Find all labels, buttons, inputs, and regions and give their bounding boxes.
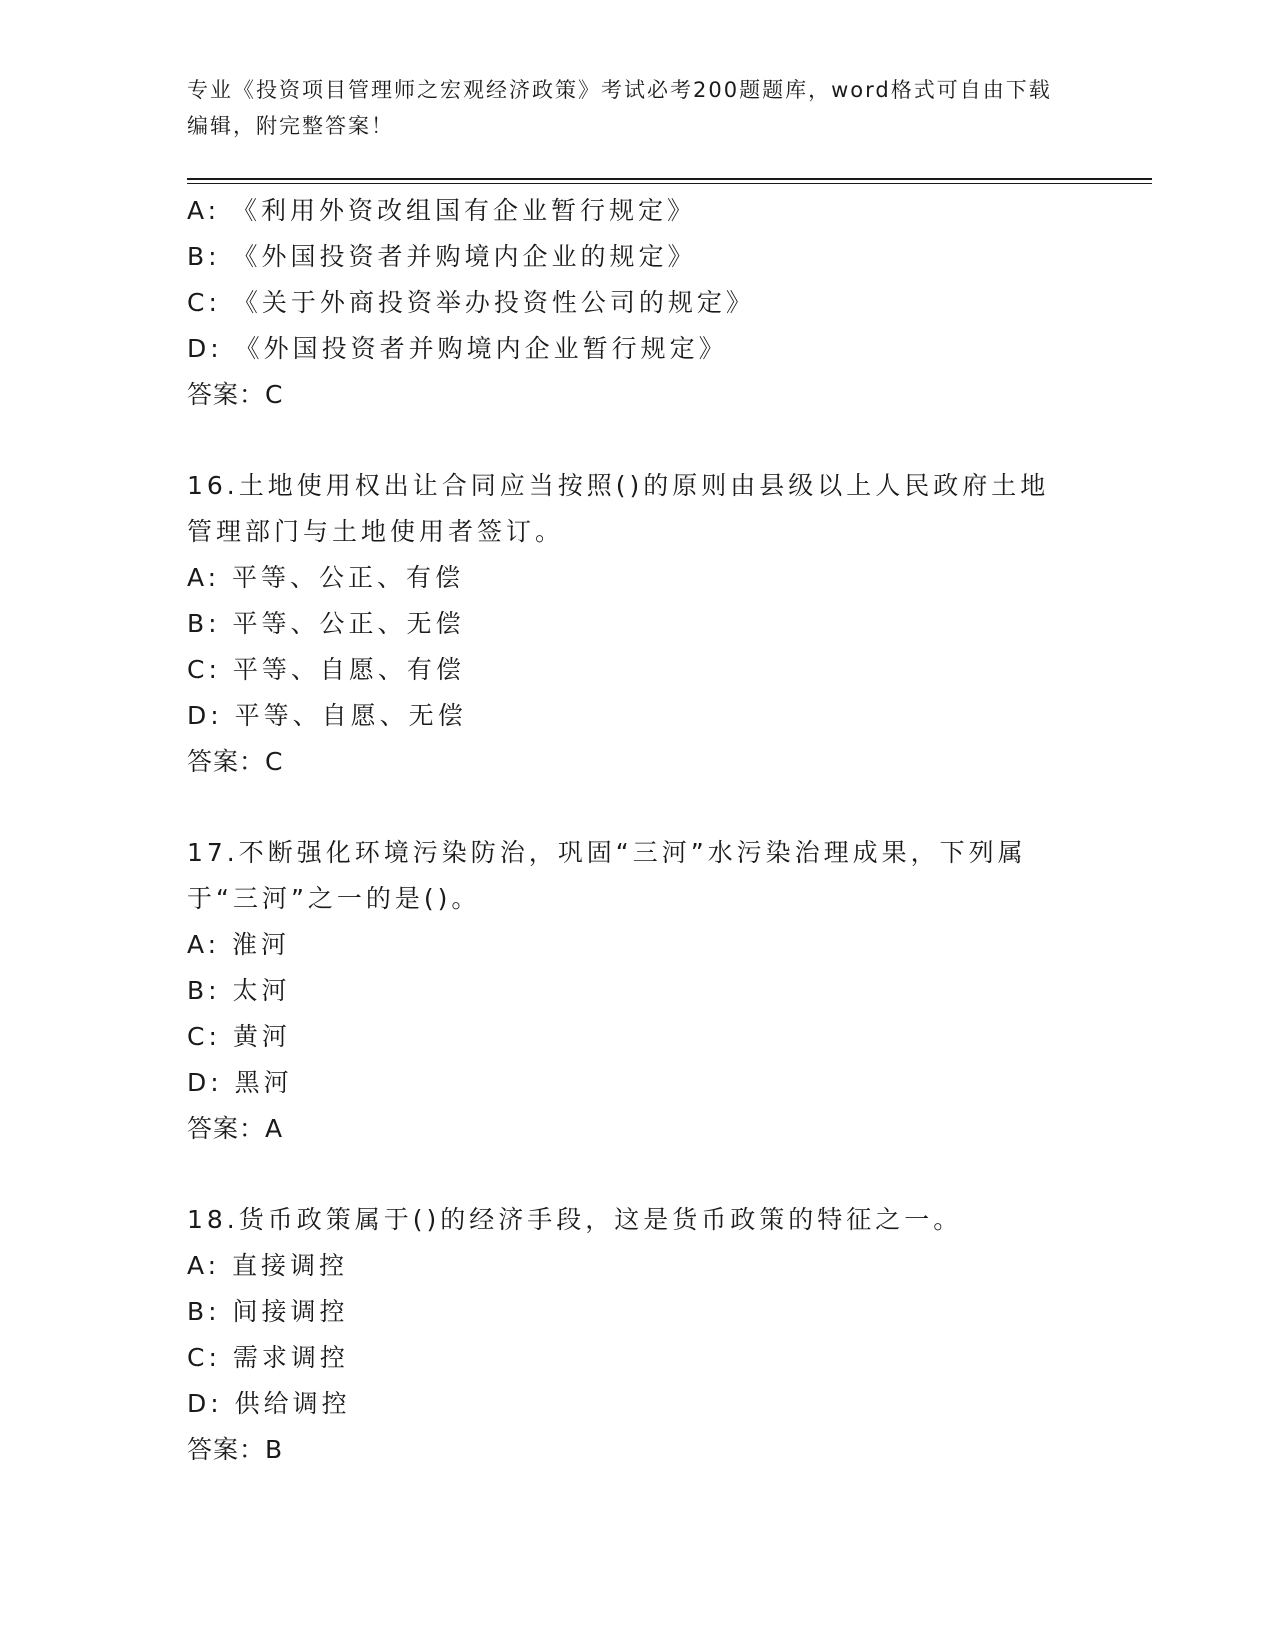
question-stem: 17.不断强化环境污染防治，巩固“三河”水污染治理成果，下列属于“三河”之一的是()。 (187, 838, 1027, 913)
option-b: B: 平等、公正、无偿 (187, 609, 465, 638)
question-16 (187, 463, 1087, 785)
header-divider-thin (187, 183, 1152, 184)
question-stem: 18.货币政策属于()的经济手段，这是货币政策的特征之一。 (187, 1205, 963, 1234)
question-17 (187, 830, 1087, 1152)
question-15 (187, 188, 1087, 418)
option-c: C: 平等、自愿、有偿 (187, 655, 465, 684)
question-stem: 16.土地使用权出让合同应当按照()的原则由县级以上人民政府土地管理部门与土地使用者签订。 (187, 471, 1050, 546)
option-c: C: 需求调控 (187, 1343, 349, 1372)
answer: 答案：A (187, 1114, 284, 1143)
option-b: B: 《外国投资者并购境内企业的规定》 (187, 242, 697, 271)
option-d: D: 《外国投资者并购境内企业暂行规定》 (187, 334, 728, 363)
question-list (187, 188, 1087, 1518)
option-a: A: 淮河 (187, 930, 291, 959)
option-d: D: 平等、自愿、无偿 (187, 701, 467, 730)
option-c: C: 黄河 (187, 1022, 291, 1051)
option-c: C: 《关于外商投资举办投资性公司的规定》 (187, 288, 755, 317)
option-d: D: 黑河 (187, 1068, 293, 1097)
option-b: B: 太河 (187, 976, 291, 1005)
header-divider-thick (187, 178, 1152, 180)
answer: 答案：C (187, 380, 284, 409)
answer: 答案：B (187, 1435, 284, 1464)
option-a: A: 《利用外资改组国有企业暂行规定》 (187, 196, 697, 225)
option-b: B: 间接调控 (187, 1297, 349, 1326)
option-a: A: 直接调控 (187, 1251, 349, 1280)
question-18 (187, 1197, 1087, 1473)
option-d: D: 供给调控 (187, 1389, 351, 1418)
document-header: 专业《投资项目管理师之宏观经济政策》考试必考200题题库，word格式可自由下载编辑，附完整答案！ (187, 78, 1052, 138)
option-a: A: 平等、公正、有偿 (187, 563, 465, 592)
answer: 答案：C (187, 747, 284, 776)
